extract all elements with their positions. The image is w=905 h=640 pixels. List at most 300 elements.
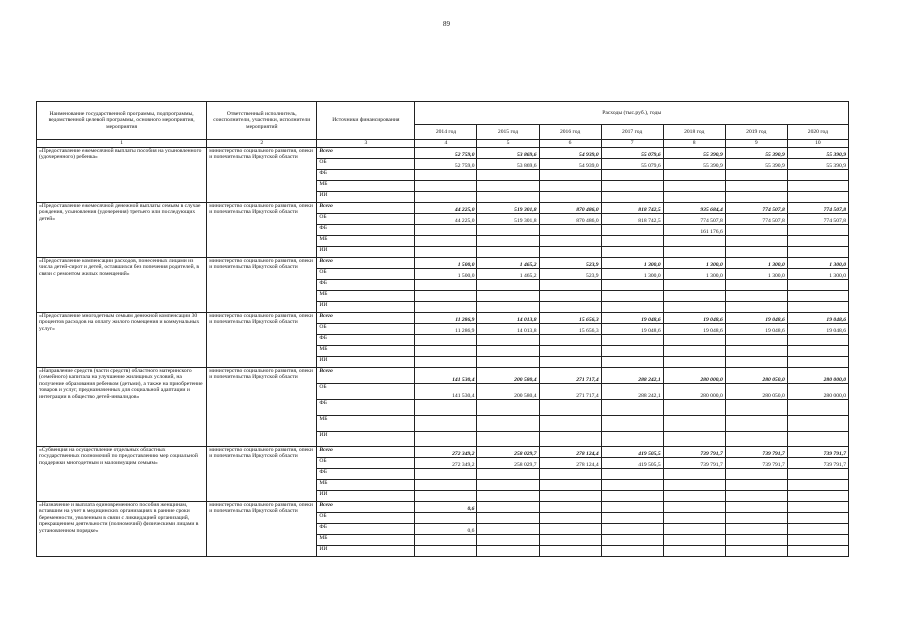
amount-cell [663, 546, 725, 557]
amount-cell [477, 535, 539, 546]
amount-cell [725, 247, 787, 258]
amount-cell [787, 280, 848, 291]
table-row [37, 313, 849, 324]
amount-cell [477, 469, 539, 480]
amount-cell [477, 502, 539, 513]
executor-name: министерство социального развития, опеки и попечительства Иркутской области [207, 502, 317, 557]
amount-cell [477, 280, 539, 291]
amount-cell [663, 302, 725, 313]
amount-cell [477, 513, 539, 524]
amount-cell [787, 192, 848, 203]
amount-cell [415, 346, 477, 357]
table-row [37, 502, 849, 513]
amount-cell: 774 507,8 [787, 203, 848, 214]
funding-source: МБ [317, 416, 415, 432]
amount-cell [787, 335, 848, 346]
amount-cell [601, 416, 663, 432]
amount-cell [539, 546, 601, 557]
amount-cell [477, 247, 539, 258]
executor-name: министерство социального развития, опеки и попечительства Иркутской области [207, 447, 317, 502]
program-name: «Назначение и выплата единовременного пособия женщинам, вставшим на учет в медицинских организациях в ранние сроки беременности, уволенным в связи с ликвидацией организаций, прекращением деятельности (полномочий) физическими лицами в установленном порядке» [37, 502, 207, 557]
funding-source: МБ [317, 480, 415, 491]
amount-cell: 870 486,0 [539, 214, 601, 225]
amount-cell [725, 335, 787, 346]
amount-cell [415, 335, 477, 346]
amount-cell: 278 124,4 [539, 447, 601, 458]
funding-source: ОБ [317, 458, 415, 469]
amount-cell: 19 048,6 [725, 324, 787, 335]
amount-cell: 54 939,0 [539, 148, 601, 159]
funding-source: ФБ [317, 469, 415, 480]
amount-cell: 54 939,0 [539, 159, 601, 170]
amount-cell [415, 480, 477, 491]
column-index: 6 [539, 140, 601, 148]
amount-cell [477, 491, 539, 502]
amount-cell: 774 507,8 [787, 214, 848, 225]
amount-cell: 53 869,6 [477, 159, 539, 170]
program-name: «Предоставление ежемесячной денежной выплаты семьям в случае рождения, усыновления (удочерения) третьего или последующих детей» [37, 203, 207, 258]
amount-cell: 11 286,9 [415, 313, 477, 324]
column-index: 9 [725, 140, 787, 148]
amount-cell [601, 502, 663, 513]
amount-cell [725, 416, 787, 432]
amount-cell: 271 717,4 [539, 368, 601, 384]
amount-cell: 200 580,4 [477, 368, 539, 384]
amount-cell: 15 656,3 [539, 324, 601, 335]
amount-cell: 288 242,1 [601, 368, 663, 384]
amount-cell [477, 357, 539, 368]
amount-cell [601, 291, 663, 302]
amount-cell: 19 048,6 [663, 313, 725, 324]
amount-cell [477, 236, 539, 247]
funding-source: Всего [317, 368, 415, 384]
amount-cell: 258 029,7 [477, 447, 539, 458]
amount-cell [725, 192, 787, 203]
amount-cell: 14 013,8 [477, 313, 539, 324]
amount-cell [663, 513, 725, 524]
table-row [37, 203, 849, 214]
amount-cell: 1 500,0 [415, 269, 477, 280]
amount-cell: 280 000,0 [787, 368, 848, 384]
amount-cell [787, 346, 848, 357]
amount-cell: 200 580,4 [477, 384, 539, 400]
amount-cell: 44 225,0 [415, 203, 477, 214]
header-expenses: Расходы (тыс.руб.), годы [415, 102, 849, 125]
amount-cell [539, 192, 601, 203]
amount-cell [663, 524, 725, 535]
amount-cell [539, 480, 601, 491]
amount-cell: 1 300,0 [787, 269, 848, 280]
amount-cell [663, 491, 725, 502]
amount-cell [787, 502, 848, 513]
amount-cell [539, 535, 601, 546]
amount-cell [787, 416, 848, 432]
amount-cell [415, 225, 477, 236]
amount-cell [601, 546, 663, 557]
funding-source: Всего [317, 258, 415, 269]
amount-cell [539, 335, 601, 346]
amount-cell: 774 507,8 [663, 214, 725, 225]
page-number: 89 [443, 20, 450, 28]
amount-cell [787, 181, 848, 192]
header-executor: Ответственный исполнитель, соисполнители, участники, исполнители мероприятий [207, 102, 317, 140]
amount-cell: 15 656,3 [539, 313, 601, 324]
amount-cell [787, 480, 848, 491]
amount-cell [787, 491, 848, 502]
amount-cell: 1 300,0 [787, 258, 848, 269]
amount-cell [725, 480, 787, 491]
amount-cell [663, 280, 725, 291]
amount-cell [477, 302, 539, 313]
header-year: 2016 год [539, 125, 601, 140]
amount-cell [477, 432, 539, 447]
amount-cell: 55 390,9 [787, 148, 848, 159]
table-row [37, 447, 849, 458]
funding-source: ОБ [317, 384, 415, 400]
amount-cell: 271 717,4 [539, 384, 601, 400]
amount-cell [725, 302, 787, 313]
program-name: «Субвенция на осуществление отдельных областных государственных полномочий по предоставлению мер социальной поддержки многодетным и малоимущим семьям» [37, 447, 207, 502]
amount-cell [477, 181, 539, 192]
header-year: 2014 год [415, 125, 477, 140]
amount-cell: 818 742,5 [601, 214, 663, 225]
amount-cell [601, 491, 663, 502]
amount-cell [539, 416, 601, 432]
executor-name: министерство социального развития, опеки и попечительства Иркутской области [207, 203, 317, 258]
funding-source: ФБ [317, 400, 415, 416]
amount-cell [477, 480, 539, 491]
amount-cell: 288 242,1 [601, 384, 663, 400]
amount-cell: 0,6 [415, 502, 477, 513]
amount-cell [725, 432, 787, 447]
column-index: 3 [317, 140, 415, 148]
header-program: Наименование государственной программы, подпрограммы, ведомственной целевой программы, основного мероприятия, мероприятия [37, 102, 207, 140]
header-year: 2020 год [787, 125, 848, 140]
amount-cell [663, 335, 725, 346]
column-index: 8 [663, 140, 725, 148]
amount-cell: 280 000,0 [787, 384, 848, 400]
amount-cell [725, 502, 787, 513]
amount-cell [539, 524, 601, 535]
amount-cell [415, 513, 477, 524]
amount-cell [663, 416, 725, 432]
funding-source: МБ [317, 346, 415, 357]
amount-cell [787, 170, 848, 181]
amount-cell [787, 302, 848, 313]
column-index: 4 [415, 140, 477, 148]
amount-cell [787, 225, 848, 236]
amount-cell: 523,9 [539, 258, 601, 269]
amount-cell [539, 469, 601, 480]
funding-source: ИИ [317, 302, 415, 313]
program-name: «Направление средств (части средств) областного материнского (семейного) капитала на улучшение жилищных условий, на получение образования ребенком (детьми), а также на приобретение товаров и услуг, предназначенных для социальной адаптации и интеграции в общество детей-инвалидов» [37, 368, 207, 447]
amount-cell [725, 524, 787, 535]
amount-cell [539, 181, 601, 192]
amount-cell [663, 357, 725, 368]
amount-cell [601, 400, 663, 416]
amount-cell: 739 791,7 [787, 458, 848, 469]
amount-cell [787, 236, 848, 247]
amount-cell [477, 546, 539, 557]
amount-cell: 0,6 [415, 524, 477, 535]
amount-cell [725, 170, 787, 181]
amount-cell [539, 346, 601, 357]
amount-cell [477, 346, 539, 357]
amount-cell: 280 050,0 [725, 368, 787, 384]
amount-cell [477, 170, 539, 181]
amount-cell: 53 869,6 [477, 148, 539, 159]
funding-source: ОБ [317, 214, 415, 225]
amount-cell [663, 346, 725, 357]
amount-cell [725, 400, 787, 416]
funding-source: ИИ [317, 247, 415, 258]
amount-cell [415, 192, 477, 203]
executor-name: министерство социального развития, опеки и попечительства Иркутской области [207, 258, 317, 313]
amount-cell [787, 400, 848, 416]
amount-cell: 161 176,6 [663, 225, 725, 236]
amount-cell: 55 390,9 [663, 159, 725, 170]
amount-cell [415, 469, 477, 480]
funding-source: ФБ [317, 335, 415, 346]
funding-source: ИИ [317, 432, 415, 447]
header-year: 2018 год [663, 125, 725, 140]
amount-cell: 55 079,6 [601, 159, 663, 170]
amount-cell: 141 530,4 [415, 368, 477, 384]
amount-cell: 739 791,7 [663, 447, 725, 458]
amount-cell: 258 029,7 [477, 458, 539, 469]
amount-cell: 280 050,0 [725, 384, 787, 400]
amount-cell: 739 791,7 [663, 458, 725, 469]
amount-cell: 280 000,0 [663, 384, 725, 400]
amount-cell [787, 524, 848, 535]
executor-name: министерство социального развития, опеки и попечительства Иркутской области [207, 313, 317, 368]
column-index: 5 [477, 140, 539, 148]
amount-cell [601, 535, 663, 546]
amount-cell [477, 335, 539, 346]
amount-cell [663, 502, 725, 513]
amount-cell [663, 192, 725, 203]
program-name: «Предоставление ежемесячной выплаты пособия на усыновленного (удочеренного) ребенка» [37, 148, 207, 203]
amount-cell [415, 181, 477, 192]
amount-cell: 519 301,8 [477, 203, 539, 214]
amount-cell [539, 513, 601, 524]
amount-cell [787, 513, 848, 524]
amount-cell: 19 048,6 [601, 324, 663, 335]
amount-cell: 55 390,9 [725, 148, 787, 159]
amount-cell [787, 247, 848, 258]
funding-source: Всего [317, 148, 415, 159]
amount-cell: 419 505,5 [601, 458, 663, 469]
funding-source: МБ [317, 535, 415, 546]
amount-cell: 14 013,8 [477, 324, 539, 335]
amount-cell [787, 469, 848, 480]
amount-cell [725, 225, 787, 236]
amount-cell [415, 491, 477, 502]
amount-cell [539, 357, 601, 368]
amount-cell: 774 507,8 [725, 203, 787, 214]
funding-source: ОБ [317, 269, 415, 280]
amount-cell: 1 500,0 [415, 258, 477, 269]
amount-cell [601, 247, 663, 258]
amount-cell: 739 791,7 [725, 458, 787, 469]
amount-cell [601, 236, 663, 247]
funding-source: ИИ [317, 491, 415, 502]
header-source: Источники финансирования [317, 102, 415, 140]
amount-cell [601, 469, 663, 480]
amount-cell [601, 513, 663, 524]
amount-cell [725, 280, 787, 291]
amount-cell [539, 302, 601, 313]
amount-cell: 19 048,6 [787, 324, 848, 335]
amount-cell: 19 048,6 [663, 324, 725, 335]
amount-cell [415, 546, 477, 557]
amount-cell [477, 225, 539, 236]
amount-cell [601, 280, 663, 291]
header-year: 2015 год [477, 125, 539, 140]
amount-cell [601, 181, 663, 192]
amount-cell: 272 349,2 [415, 458, 477, 469]
amount-cell [601, 480, 663, 491]
amount-cell: 1 300,0 [663, 269, 725, 280]
amount-cell [725, 513, 787, 524]
amount-cell [725, 535, 787, 546]
amount-cell [601, 192, 663, 203]
amount-cell [663, 291, 725, 302]
header-year: 2017 год [601, 125, 663, 140]
amount-cell [663, 247, 725, 258]
amount-cell: 1 300,0 [663, 258, 725, 269]
amount-cell: 55 390,9 [787, 159, 848, 170]
budget-table [36, 101, 849, 557]
amount-cell: 1 300,0 [725, 258, 787, 269]
amount-cell [601, 302, 663, 313]
funding-source: МБ [317, 181, 415, 192]
amount-cell [415, 170, 477, 181]
amount-cell: 272 349,2 [415, 447, 477, 458]
amount-cell [787, 357, 848, 368]
amount-cell: 1 465,2 [477, 258, 539, 269]
amount-cell [477, 524, 539, 535]
amount-cell: 1 300,0 [601, 258, 663, 269]
amount-cell [539, 280, 601, 291]
amount-cell: 1 465,2 [477, 269, 539, 280]
amount-cell [725, 236, 787, 247]
amount-cell: 1 300,0 [725, 269, 787, 280]
funding-source: МБ [317, 236, 415, 247]
program-name: «Предоставление компенсации расходов, понесенных лицами из числа детей-сирот и детей, оставшихся без попечения родителей, в связи с ремонтом жилых помещений» [37, 258, 207, 313]
table-row [37, 258, 849, 269]
amount-cell: 19 048,6 [787, 313, 848, 324]
funding-source: ОБ [317, 159, 415, 170]
amount-cell [415, 280, 477, 291]
amount-cell [415, 302, 477, 313]
table-row [37, 368, 849, 384]
amount-cell: 52 759,0 [415, 159, 477, 170]
funding-source: ИИ [317, 357, 415, 368]
amount-cell [539, 432, 601, 447]
amount-cell [601, 357, 663, 368]
amount-cell: 52 759,0 [415, 148, 477, 159]
amount-cell [539, 291, 601, 302]
amount-cell: 55 079,6 [601, 148, 663, 159]
amount-cell [787, 535, 848, 546]
amount-cell [663, 469, 725, 480]
amount-cell [539, 502, 601, 513]
amount-cell: 739 791,7 [725, 447, 787, 458]
amount-cell [725, 491, 787, 502]
amount-cell [663, 480, 725, 491]
funding-source: ФБ [317, 524, 415, 535]
amount-cell [415, 400, 477, 416]
amount-cell [663, 236, 725, 247]
amount-cell: 935 684,4 [663, 203, 725, 214]
amount-cell: 19 048,6 [725, 313, 787, 324]
funding-source: МБ [317, 291, 415, 302]
funding-source: ОБ [317, 513, 415, 524]
amount-cell [415, 291, 477, 302]
column-index: 10 [787, 140, 848, 148]
amount-cell: 519 301,8 [477, 214, 539, 225]
amount-cell [539, 400, 601, 416]
amount-cell [601, 524, 663, 535]
amount-cell [601, 346, 663, 357]
amount-cell [725, 546, 787, 557]
amount-cell: 55 390,9 [725, 159, 787, 170]
amount-cell [539, 247, 601, 258]
amount-cell [601, 170, 663, 181]
amount-cell [663, 170, 725, 181]
amount-cell [725, 357, 787, 368]
amount-cell [663, 535, 725, 546]
funding-source: ФБ [317, 225, 415, 236]
amount-cell [601, 225, 663, 236]
amount-cell [415, 535, 477, 546]
amount-cell: 55 390,9 [663, 148, 725, 159]
amount-cell [415, 432, 477, 447]
amount-cell [725, 469, 787, 480]
funding-source: Всего [317, 203, 415, 214]
amount-cell [539, 236, 601, 247]
funding-source: ИИ [317, 192, 415, 203]
amount-cell [601, 335, 663, 346]
amount-cell: 11 286,9 [415, 324, 477, 335]
amount-cell [415, 236, 477, 247]
amount-cell [663, 181, 725, 192]
table-body [37, 148, 849, 557]
amount-cell: 278 124,4 [539, 458, 601, 469]
amount-cell [787, 432, 848, 447]
amount-cell: 523,9 [539, 269, 601, 280]
amount-cell [787, 291, 848, 302]
amount-cell [415, 247, 477, 258]
amount-cell [725, 346, 787, 357]
amount-cell: 1 300,0 [601, 269, 663, 280]
column-index: 1 [37, 140, 207, 148]
funding-source: Всего [317, 313, 415, 324]
amount-cell: 774 507,8 [725, 214, 787, 225]
header-year: 2019 год [725, 125, 787, 140]
funding-source: ФБ [317, 170, 415, 181]
funding-source: ОБ [317, 324, 415, 335]
amount-cell: 280 000,0 [663, 368, 725, 384]
amount-cell [477, 400, 539, 416]
funding-source: ИИ [317, 546, 415, 557]
amount-cell: 419 505,5 [601, 447, 663, 458]
amount-cell [725, 181, 787, 192]
amount-cell: 818 742,5 [601, 203, 663, 214]
amount-cell [477, 416, 539, 432]
amount-cell [415, 357, 477, 368]
